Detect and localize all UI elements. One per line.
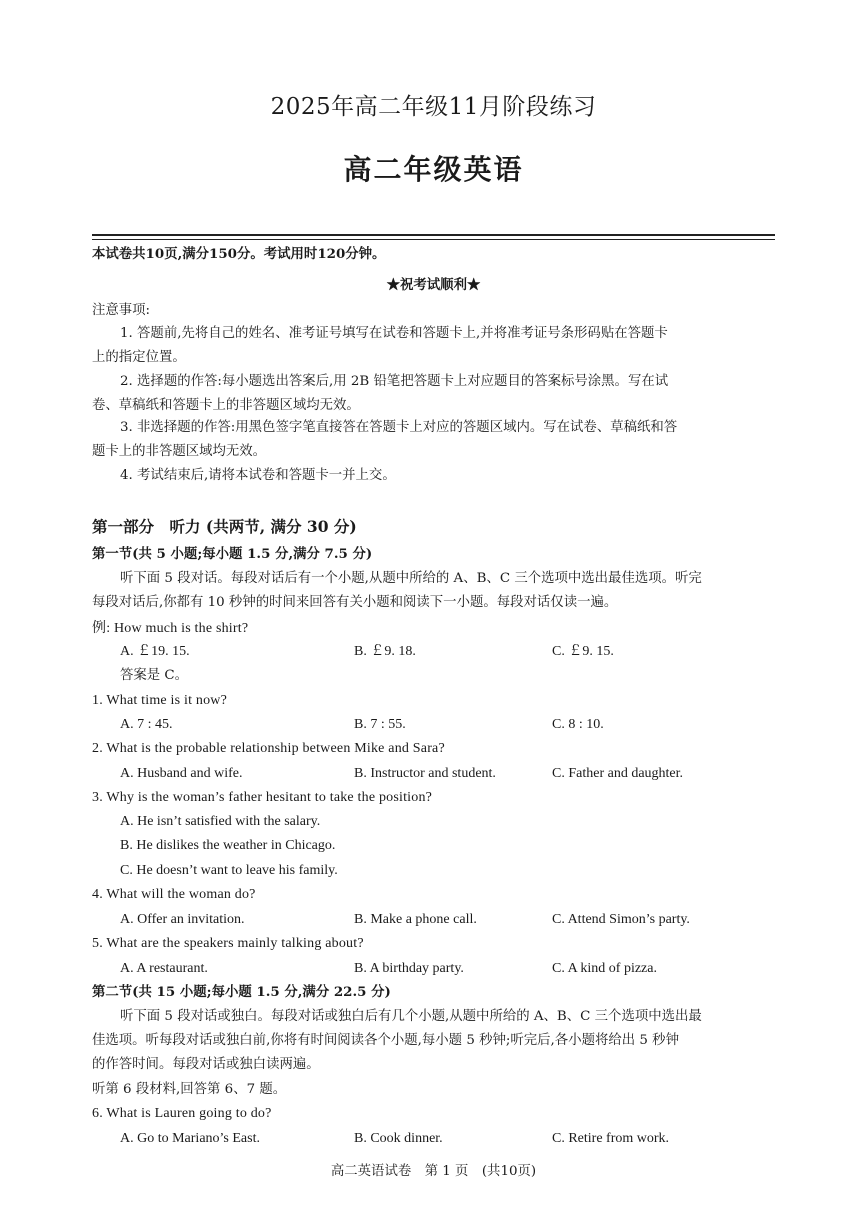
example-option-b: B. ￡9. 18. [354, 644, 416, 659]
notice-line: 1. 答题前,先将自己的姓名、准考证号填写在试卷和答题卡上,并将准考证号条形码贴在答题卡 [120, 326, 668, 341]
section2-material-note: 听第 6 段材料,回答第 6、7 题。 [92, 1082, 287, 1097]
question-2: 2. What is the probable relationship between Mike and Sara? [92, 741, 445, 756]
q6-option-c: C. Retire from work. [552, 1131, 670, 1146]
notice-line: 上的指定位置。 [92, 350, 186, 365]
question-5: 5. What are the speakers mainly talking about? [92, 936, 364, 951]
q3-option-a: A. He isn’t satisfied with the salary. [120, 814, 321, 829]
example-option-a: A. ￡19. 15. [120, 644, 190, 659]
question-3: 3. Why is the woman’s father hesitant to take the position? [92, 790, 433, 805]
q2-option-c: C. Father and daughter. [552, 766, 684, 781]
q4-option-b: B. Make a phone call. [354, 912, 477, 927]
notice-line: 题卡上的非答题区域均无效。 [92, 444, 267, 459]
notice-line: 2. 选择题的作答:每小题选出答案后,用 2B 铅笔把答题卡上对应题目的答案标号涂黑。写在试 [120, 374, 669, 389]
section2-instruction: 听下面 5 段对话或独白。每段对话或独白后有几个小题,从题中所给的 A、B、C 三个选项中选出最 [120, 1009, 702, 1024]
q1-option-b: B. 7 : 55. [354, 717, 406, 732]
example-question: 例: How much is the shirt? [92, 621, 249, 636]
notice-line: 3. 非选择题的作答:用黑色签字笔直接答在答题卡上对应的答题区域内。写在试卷、草稿纸和答 [120, 420, 678, 435]
exam-title: 2025年高二年级11月阶段练习 [270, 94, 597, 120]
header-rule-thick [92, 234, 775, 236]
section2-instruction: 佳选项。听每段对话或独白前,你将有时间阅读各个小题,每小题 5 秒钟;听完后,各小题将给出 5 秒钟 [92, 1033, 679, 1048]
q3-option-b: B. He dislikes the weather in Chicago. [120, 838, 336, 853]
q5-option-a: A. A restaurant. [120, 961, 208, 976]
good-luck-banner: ★祝考试顺利★ [386, 277, 481, 293]
q4-option-c: C. Attend Simon’s party. [552, 912, 690, 927]
section2-heading: 第二节(共 15 小题;每小题 1.5 分,满分 22.5 分) [92, 984, 391, 1000]
page-footer: 高二英语试卷 第 1 页 (共10页) [330, 1164, 537, 1179]
exam-subject: 高二年级英语 [343, 153, 524, 186]
section2-instruction: 的作答时间。每段对话或独白读两遍。 [92, 1057, 320, 1072]
question-1: 1. What time is it now? [92, 693, 227, 708]
q5-option-b: B. A birthday party. [354, 961, 464, 976]
section1-instruction: 每段对话后,你都有 10 秒钟的时间来回答有关小题和阅读下一小题。每段对话仅读一遍。 [92, 595, 618, 610]
question-4: 4. What will the woman do? [92, 887, 256, 902]
q6-option-b: B. Cook dinner. [354, 1131, 443, 1146]
notice-heading: 注意事项: [92, 303, 151, 318]
q1-option-a: A. 7 : 45. [120, 717, 173, 732]
example-answer: 答案是 C。 [120, 668, 189, 683]
example-option-c: C. ￡9. 15. [552, 644, 614, 659]
section1-instruction: 听下面 5 段对话。每段对话后有一个小题,从题中所给的 A、B、C 三个选项中选出最佳选项。听完 [120, 571, 702, 586]
q3-option-c: C. He doesn’t want to leave his family. [120, 863, 338, 878]
notice-line: 4. 考试结束后,请将本试卷和答题卡一并上交。 [120, 468, 396, 483]
q2-option-b: B. Instructor and student. [354, 766, 496, 781]
exam-info: 本试卷共10页,满分150分。考试用时120分钟。 [92, 246, 386, 262]
q2-option-a: A. Husband and wife. [120, 766, 243, 781]
q1-option-c: C. 8 : 10. [552, 717, 604, 732]
question-6: 6. What is Lauren going to do? [92, 1106, 272, 1121]
q6-option-a: A. Go to Mariano’s East. [120, 1131, 260, 1146]
q4-option-a: A. Offer an invitation. [120, 912, 245, 927]
part1-heading: 第一部分 听力 (共两节, 满分 30 分) [92, 517, 357, 536]
q5-option-c: C. A kind of pizza. [552, 961, 657, 976]
section1-heading: 第一节(共 5 小题;每小题 1.5 分,满分 7.5 分) [92, 546, 373, 562]
notice-line: 卷、草稿纸和答题卡上的非答题区域均无效。 [92, 398, 360, 413]
header-rule-thin [92, 239, 775, 240]
